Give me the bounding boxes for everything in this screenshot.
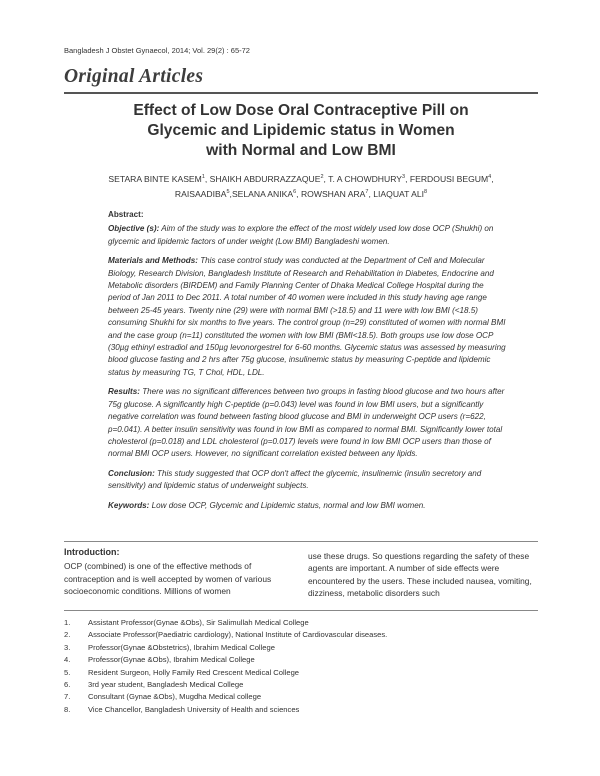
intro-left-column [64,546,289,597]
author: FERDOUSI BEGUM$^4$ [409,173,492,184]
abstract-conclusion: Conclusion: This study suggested that OCP don't affect the glycemic, insulinemic (insulin secretory and sensitivity) and lipidemic status of underweight subjects. [108,468,482,491]
footnote-divider [64,610,538,611]
abstract-heading: Abstract: [108,210,144,219]
author-list: SETARA BINTE KASEM$^1$, SHAIKH ABDURRAZZAQUE$^2$, T. A CHOWDHURY$^3$, FERDOUSI BEGUM$^4$, RAISAADIBA$^5$,SELANA ANIKA$^6$, ROWSHAN ARA$^7$, LIAQUAT ALI$^8$ [108,173,494,200]
abstract-methods: Materials and Methods: This case control study was conducted at the Department of Cell and Molecular Biology, Research Division, Bangladesh Institute of Research and Rehabilitation in Diabetes, Endocrine and Metabolic disorders (BIRDEM) and Family Planning Center of Dhaka Medical College Hospital during the period of Jan 2011 to Dec 2011. A total number of 40 women were included in this study having age range between 25-45 years. Twenty nine (29) were with normal BMI (>18.5) and 11 were with low BMI (<18.5) consuming Shukhi for six months to five years. The control group (n=29) constituted of women with normal BMI and the case group (n=11) constituted the women with low BMI (BMI<18.5). Both groups use low dose OCP (30µg ethinyl estradiol and 150µg levonorgestrel for 6-60 months. Glycemic status was assessed by measuring blood glucose fasting and 2 hrs after 75g glucose, insulinemic status by measuring C-peptide and lipidemic status by measuring TG, T Chol, HDL, LDL. [108,256,506,377]
section-heading: Original Articles [64,66,204,87]
footnote-item: 4. Professor(Gynae &Obs), Ibrahim Medical College [64,655,255,665]
intro-heading: Introduction: [64,547,120,557]
title-line-1: Effect of Low Dose Oral Contraceptive Pill on [133,102,469,119]
journal-citation: Bangladesh J Obstet Gynaecol, 2014; Vol. 29(2) : 65-72 [64,46,250,55]
footnote-item: 8. Vice Chancellor, Bangladesh University of Health and sciences [64,704,300,714]
intro-right-column [308,550,533,599]
footnote-item: 1. Assistant Professor(Gynae &Obs), Sir Salimullah Medical College [64,618,309,627]
footnote-item: 6. 3rd year student, Bangladesh Medical College [64,680,244,690]
abstract-keywords: Keywords: Low dose OCP, Glycemic and Lipidemic status, normal and low BMI women. [108,500,426,510]
header-divider [64,92,538,94]
author: SHAIKH ABDURRAZZAQUE$^2$ [209,173,324,184]
title-line-2: Glycemic and Lipidemic status in Women [147,122,455,139]
footnote-item: 5. Resident Surgeon, Holly Family Red Crescent Medical College [64,667,300,677]
author: LIAQUAT ALI$^8$ [373,189,428,200]
abstract-objective: Objective (s): Aim of the study was to explore the effect of the most widely used low dose OCP (Shukhi) on glycemic and lipidemic factors of under weight (Low BMI) Bangladeshi women. [108,224,494,246]
author: ROWSHAN ARA$^7$ [300,189,369,200]
title-line-3: with Normal and Low BMI [206,142,396,159]
intro-right-text: use these drugs. So questions regarding the safety of these agents are important. A number of side effects were encountered by the users. These included nausea, vomiting, dizziness, metabolic disorders such [308,551,532,598]
footnote-item: 7. Consultant (Gynae &Obs), Mugdha Medical college [64,692,262,702]
footnote-item: 3. Professor(Gynae &Obstetrics), Ibrahim Medical College [64,642,275,652]
author: RAISAADIBA$^5$ [174,189,230,200]
author: SETARA BINTE KASEM$^1$ [108,173,205,184]
abstract [108,209,506,519]
affiliation-footnotes [64,617,387,716]
abstract-divider [64,541,538,542]
author: T. A CHOWDHURY$^3$ [328,173,406,184]
footnote-item: 2. Associate Professor(Paediatric cardiology), National Institute of Cardiovascular diseases. [64,630,388,640]
intro-left-text: OCP (combined) is one of the effective methods of contraception and is well accepted by women of various socioeconomic conditions. Millions of women [64,561,272,596]
author: SELANA ANIKA$^6$ [231,189,297,200]
article-title [64,101,538,161]
abstract-results: Results: There was no significant differences between two groups in fasting blood glucose and two hours after 75g glucose. A significantly high C-peptide (p=0.043) level was found in low BMI users, but a significantly negative correlation was found between fasting blood glucose and BMI in underweight OCP users (r=622, p=0.041). A better insulin sensitivity was found in low BMI as compared to normal BMI. Significantly lower total cholesterol (p=0.018) and LDL cholesterol (p=0.017) levels were found in low BMI OCP users than those of normal BMI OCP users. However, no significant correlation existed between any lipids. [108,387,505,459]
